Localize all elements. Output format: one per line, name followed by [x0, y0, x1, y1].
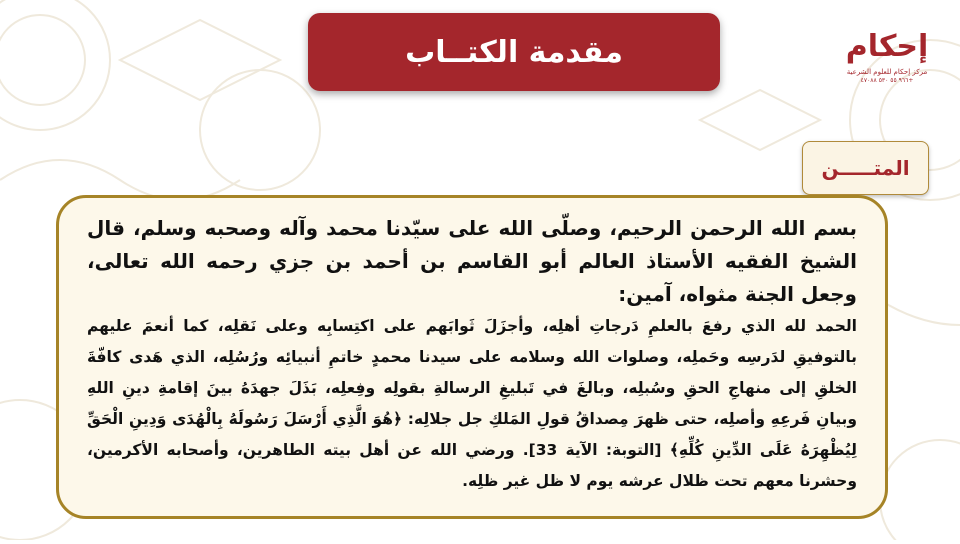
intro-line-1: بسم الله الرحمن الرحيم، وصلّى الله على سيّدنا محمد وآله وصحبه وسلم، — [133, 216, 857, 240]
logo-contact: +٩٦٦ ٥٥ ٥٣٠ ٤٧٠٨٨ — [860, 77, 914, 84]
section-label: المتـــــن — [802, 141, 929, 195]
page-title: مقدمة الكتــاب — [308, 13, 720, 91]
logo-mark — [845, 24, 929, 68]
text-panel — [56, 195, 888, 519]
intro-paragraph — [87, 212, 857, 311]
brand-logo — [845, 24, 929, 96]
logo-name: إحكام — [845, 29, 929, 64]
intro-line-2: قال الشيخ الفقيه الأستاذ العالم أبو القاسم بن أحمد بن جزي رحمه الله — [87, 216, 857, 273]
body-paragraph: الحمد لله الذي رفعَ بالعلمِ دَرجاتِ أهلِه، وأجزَلَ ثَوابَهم على اكتِسابِه وعلى نَقلِه، كما أنعمَ عليهم بالتوفيقِ لدَرسِه وحَملِه، وصلوات الله وسلامه على سيدنا محمدٍ خاتمِ أنبيائِه ورُسُلِه، الذي هَدى كافّةَ الخلقِ إلى منهاجِ الحقِ وسُبلِه، وبالغَ في تَبليغِ الرسالةِ بقولِه وفِعلِه، بَذَلَ جهدَهُ بينَ إقامةِ دينِ اللهِ وبيانِ فَرعِهِ وأصلِه، حتى ظهرَ مِصداقُ قولِ المَلكِ جل جلالِه: ﴿هُوَ الَّذِي أَرْسَلَ رَسُولَهُ بِالْهُدَى وَدِينِ الْحَقِّ لِيُظْهِرَهُ عَلَى الدِّينِ كُلِّهِ﴾ [التوبة: الآية 33]. ورضي الله عن أهل بيته الطاهرين، وأصحابه الأكرمين، وحشرنا معهم تحت ظلال عرشه يوم لا ظل غير ظلِه. — [87, 317, 857, 490]
intro-line-3: تعالى، وجعل الجنة مثواه، آمين: — [87, 249, 857, 306]
logo-subtitle: مركز إحكام للعلوم الشرعية — [846, 68, 928, 76]
